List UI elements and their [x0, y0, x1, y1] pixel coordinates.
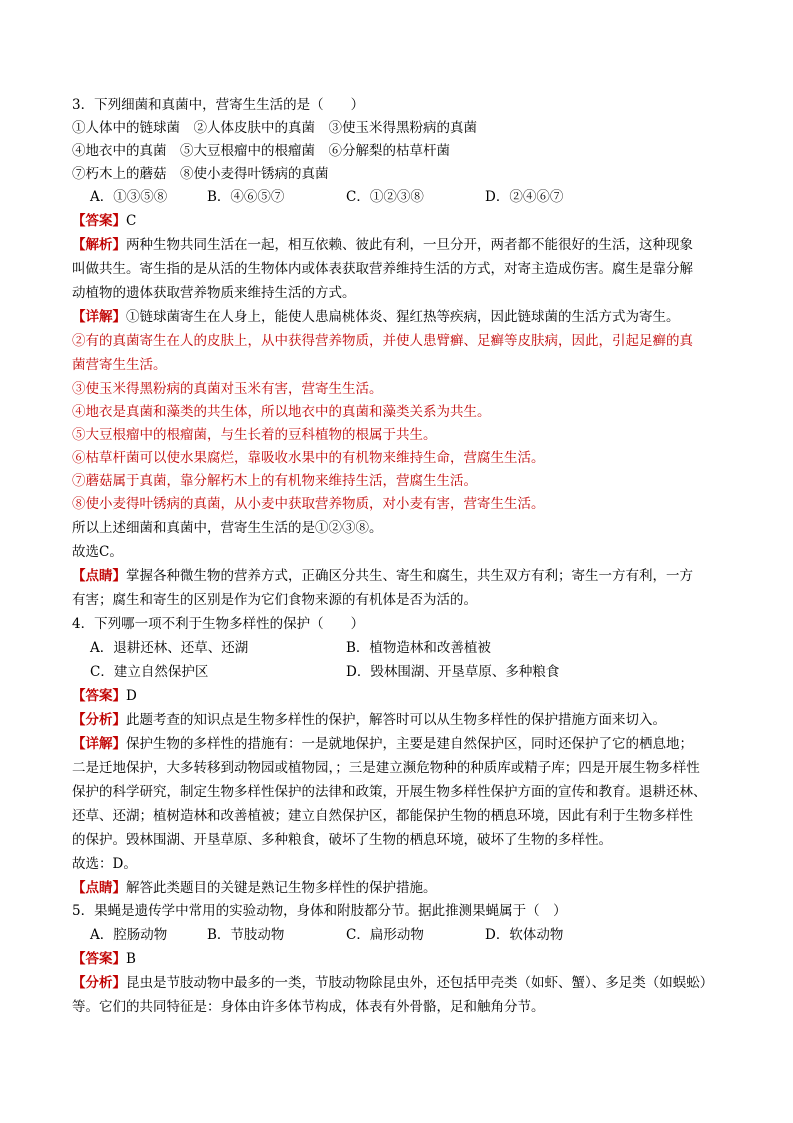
- q5-option-b: B．节肢动物: [207, 927, 285, 943]
- q4-point: [72, 877, 437, 899]
- q3-detail-line2: ②有的真菌寄生在人的皮肤上，从中获得营养物质，并使人患臂癣、足癣等皮肤病，因此，引起足癣的真: [72, 333, 693, 349]
- q4-option-a: A．退耕还林、还草、还湖: [90, 640, 249, 656]
- answer-tag: 【答案】: [72, 213, 126, 229]
- analysis-text: 两种生物共同生活在一起，相互依赖、彼此有利，一旦分开，两者都不能很好的生活，这种现象: [126, 237, 693, 253]
- q4-analysis: [72, 709, 666, 731]
- q3-items-line3: ⑦朽木上的蘑菇 ⑧使小麦得叶锈病的真菌: [72, 166, 329, 182]
- q5-option-c: C．扁形动物: [346, 927, 424, 943]
- q3-answer: [72, 210, 136, 232]
- q4-detail-line3: 保护的科学研究，制定生物多样性保护的法律和政策，开展生物多样性保护方面的宣传和教育。退耕还林、: [72, 784, 707, 800]
- q4-option-c: C．建立自然保护区: [90, 664, 209, 680]
- q3-detail-line6: ⑤大豆根瘤中的根瘤菌，与生长着的豆科植物的根属于共生。: [72, 427, 437, 443]
- q3-detail: [72, 306, 680, 328]
- q3-choice: 故选C。: [72, 544, 123, 560]
- detail-tag: 【详解】: [72, 736, 126, 752]
- q3-point-line2: 有害；腐生和寄生的区别是作为它们食物来源的有机体是否为活的。: [72, 592, 477, 608]
- q5-answer: [72, 948, 136, 970]
- q3-summary: 所以上述细菌和真菌中，营寄生生活的是①②③⑧。: [72, 520, 383, 536]
- point-text: 掌握各种微生物的营养方式，正确区分共生、寄生和腐生，共生双方有利；寄生一方有利，一方: [126, 568, 693, 584]
- q4-option-b: B．植物造林和改善植被: [346, 640, 491, 656]
- q4-detail: [72, 733, 693, 755]
- q4-detail-line4: 还草、还湖；植树造林和改善植被；建立自然保护区，都能保护生物的栖息环境，因此有利于生物多样性: [72, 808, 693, 824]
- q3-analysis-line3: 动植物的遗体获取营养物质来维持生活的方式。: [72, 285, 356, 301]
- q3-option-d: D．②④⑥⑦: [485, 189, 564, 205]
- answer-tag: 【答案】: [72, 951, 126, 967]
- q3-detail-line3: 菌营寄生生活。: [72, 357, 167, 373]
- q3-items-line1: ①人体中的链球菌 ②人体皮肤中的真菌 ③使玉米得黑粉病的真菌: [72, 120, 477, 136]
- q3-items-line2: ④地衣中的真菌 ⑤大豆根瘤中的根瘤菌 ⑥分解梨的枯草杆菌: [72, 143, 450, 159]
- q3-detail-line9: ⑧使小麦得叶锈病的真菌，从小麦中获取营养物质，对小麦有害，营寄生生活。: [72, 496, 545, 512]
- detail-tag: 【详解】: [72, 309, 126, 325]
- analysis-tag: 【分析】: [72, 712, 126, 728]
- answer-value: B: [126, 951, 136, 967]
- analysis-text: 昆虫是节肢动物中最多的一类，节肢动物除昆虫外，还包括甲壳类（如虾、蟹）、多足类（如蜈蚣）: [126, 975, 714, 991]
- point-text: 解答此类题目的关键是熟记生物多样性的保护措施。: [126, 880, 437, 896]
- q3-detail-line4: ③使玉米得黑粉病的真菌对玉米有害，营寄生生活。: [72, 381, 383, 397]
- q3-detail-line5: ④地衣是真菌和藻类的共生体，所以地衣中的真菌和藻类关系为共生。: [72, 404, 491, 420]
- q4-answer: [72, 685, 137, 707]
- q3-point: [72, 565, 693, 587]
- q4-option-d: D．毁林围湖、开垦草原、多种粮食: [346, 664, 560, 680]
- analysis-tag: 【解析】: [72, 237, 126, 253]
- q3-option-b: B．④⑥⑤⑦: [207, 189, 285, 205]
- q3-analysis-line2: 叫做共生。寄生指的是从活的生物体内或体表获取营养维持生活的方式，对寄主造成伤害。腐生是靠分解: [72, 261, 693, 277]
- point-tag: 【点睛】: [72, 568, 126, 584]
- q3-option-a: A．①③⑤⑧: [90, 189, 168, 205]
- q5-option-d: D．软体动物: [485, 927, 564, 943]
- answer-value: D: [126, 688, 137, 704]
- point-tag: 【点睛】: [72, 880, 126, 896]
- q3-option-c: C．①②③⑧: [346, 189, 424, 205]
- q4-detail-line2: 二是迁地保护，大多转移到动物园或植物园，；三是建立濒危物种的种质库或精子库；四是开展生物多样性: [72, 760, 700, 776]
- detail-text: ①链球菌寄生在人身上，能使人患扁桃体炎、猩红热等疾病，因此链球菌的生活方式为寄生。: [126, 309, 680, 325]
- analysis-text: 此题考查的知识点是生物多样性的保护，解答时可以从生物多样性的保护措施方面来切入。: [126, 712, 666, 728]
- q3-detail-line8: ⑦蘑菇属于真菌，靠分解朽木上的有机物来维持生活，营腐生生活。: [72, 473, 477, 489]
- answer-tag: 【答案】: [72, 688, 126, 704]
- q5-analysis: [72, 972, 713, 994]
- q5-option-a: A．腔肠动物: [90, 927, 168, 943]
- detail-text: 保护生物的多样性的措施有：一是就地保护，主要是建自然保护区，同时还保护了它的栖息地；: [126, 736, 693, 752]
- q3-stem: 3．下列细菌和真菌中，营寄生生活的是（ ）: [72, 97, 365, 113]
- answer-value: C: [126, 213, 137, 229]
- q5-analysis-line2: 等。它们的共同特征是：身体由许多体节构成，体表有外骨骼，足和触角分节。: [72, 999, 545, 1015]
- q5-stem: 5．果蝇是遗传学中常用的实验动物，身体和附肢都分节。据此推测果蝇属于（ ）: [72, 903, 567, 919]
- q3-analysis: [72, 234, 693, 256]
- q4-stem: 4．下列哪一项不利于生物多样性的保护（ ）: [72, 616, 365, 632]
- q4-detail-line5: 的保护。毁林围湖、开垦草原、多种粮食，破坏了生物的栖息环境，破坏了生物的多样性。: [72, 832, 612, 848]
- q4-choice: 故选：D。: [72, 856, 137, 872]
- q3-detail-line7: ⑥枯草杆菌可以使水果腐烂，靠吸收水果中的有机物来维持生命，营腐生生活。: [72, 450, 545, 466]
- analysis-tag: 【分析】: [72, 975, 126, 991]
